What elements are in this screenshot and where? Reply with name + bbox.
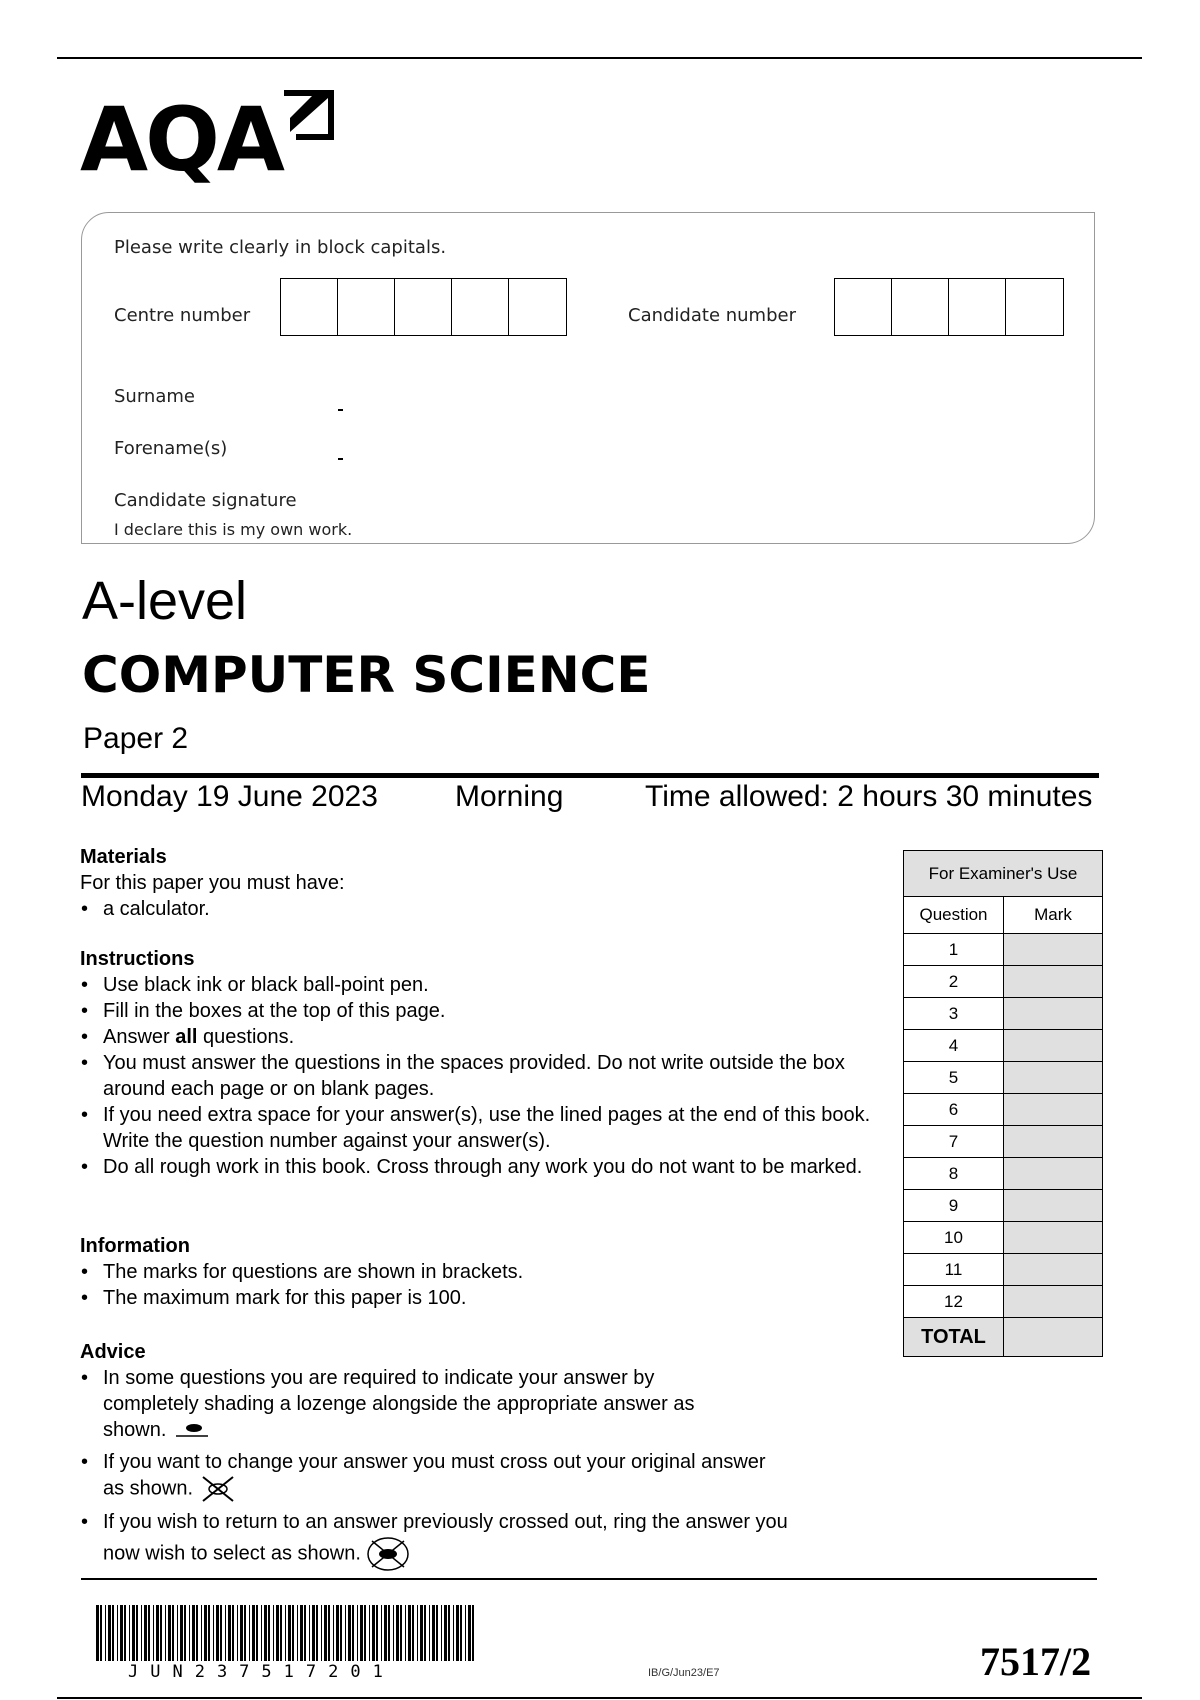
barcode-bar <box>321 1605 322 1661</box>
total-mark-cell <box>1004 1318 1103 1357</box>
table-row: 4 <box>904 1030 1103 1062</box>
thick-rule <box>81 773 1099 778</box>
barcode-bar <box>420 1605 423 1661</box>
barcode-bar <box>177 1605 178 1661</box>
advice-item: • If you wish to return to an answer previously crossed out, ring the answer you now wish to select as shown. <box>80 1509 803 1573</box>
mark-cell <box>1004 1126 1103 1158</box>
table-row: 3 <box>904 998 1103 1030</box>
information-item: • The marks for questions are shown in brackets. <box>80 1259 890 1285</box>
barcode-bar <box>204 1605 207 1661</box>
centre-number-box[interactable] <box>395 279 452 335</box>
barcode-bar <box>432 1605 435 1661</box>
barcode-bar <box>364 1605 366 1661</box>
qualification-title: A-level <box>82 571 248 631</box>
barcode-bar <box>129 1605 130 1661</box>
barcode-bar <box>100 1605 102 1661</box>
logo-text: AQA <box>80 88 283 191</box>
total-label: TOTAL <box>904 1318 1004 1357</box>
aqa-logo <box>80 88 350 191</box>
instructions-section <box>80 946 890 1180</box>
barcode-bar <box>336 1605 339 1661</box>
advice-heading: Advice <box>80 1341 146 1363</box>
barcode-bar <box>352 1605 354 1661</box>
barcode-bar <box>292 1605 294 1661</box>
barcode-bar <box>228 1605 231 1661</box>
barcode-bar <box>429 1605 430 1661</box>
barcode-bar <box>333 1605 334 1661</box>
barcode-bar <box>412 1605 414 1661</box>
surname-label: Surname <box>114 386 195 407</box>
barcode-bar <box>384 1605 387 1661</box>
barcode-bar <box>148 1605 150 1661</box>
barcode-bar <box>324 1605 327 1661</box>
mark-column-header: Mark <box>1004 897 1103 934</box>
subject-title: COMPUTER SCIENCE <box>82 646 651 704</box>
table-row: 12 <box>904 1286 1103 1318</box>
barcode-bar <box>460 1605 462 1661</box>
instruction-item: • Do all rough work in this book. Cross through any work you do not want to be marked. <box>80 1154 890 1180</box>
barcode-bar <box>96 1605 99 1661</box>
barcode-bar <box>360 1605 363 1661</box>
barcode-bar <box>189 1605 190 1661</box>
barcode-bar <box>276 1605 279 1661</box>
instruction-item: • Fill in the boxes at the top of this page. <box>80 998 890 1024</box>
centre-number-box[interactable] <box>452 279 509 335</box>
table-row: 9 <box>904 1190 1103 1222</box>
barcode-bar <box>108 1605 111 1661</box>
barcode-bar <box>165 1605 166 1661</box>
barcode-bar <box>268 1605 270 1661</box>
candidate-number-boxes[interactable] <box>834 278 1064 336</box>
footer-rule <box>81 1578 1097 1580</box>
block-capitals-prompt: Please write clearly in block capitals. <box>114 237 447 258</box>
barcode-bar <box>232 1605 234 1661</box>
materials-heading: Materials <box>80 846 167 868</box>
instruction-item: • You must answer the questions in the spaces provided. Do not write outside the box around each page or on blank pages. <box>80 1050 890 1102</box>
forenames-label: Forename(s) <box>114 438 228 459</box>
barcode-bar <box>297 1605 298 1661</box>
barcode-bar <box>472 1605 474 1661</box>
mark-cell <box>1004 1254 1103 1286</box>
barcode-bar <box>273 1605 274 1661</box>
ringed-lozenge-icon <box>366 1535 410 1573</box>
barcode-bar <box>376 1605 378 1661</box>
barcode-bar <box>216 1605 219 1661</box>
instructions-heading: Instructions <box>80 948 195 970</box>
centre-number-box[interactable] <box>281 279 338 335</box>
barcode-bar <box>237 1605 238 1661</box>
table-row: 7 <box>904 1126 1103 1158</box>
candidate-number-box[interactable] <box>1006 279 1063 335</box>
barcode-bar <box>388 1605 390 1661</box>
forenames-field[interactable] <box>338 458 343 460</box>
barcode-bar <box>444 1605 447 1661</box>
mark-cell <box>1004 1158 1103 1190</box>
barcode-bar <box>172 1605 174 1661</box>
mark-cell <box>1004 1062 1103 1094</box>
total-row <box>904 1318 1103 1357</box>
mark-cell <box>1004 1030 1103 1062</box>
centre-number-boxes[interactable] <box>280 278 567 336</box>
barcode-bar <box>300 1605 303 1661</box>
barcode-bar <box>184 1605 186 1661</box>
centre-number-box[interactable] <box>338 279 395 335</box>
advice-section <box>80 1339 720 1365</box>
barcode-bar <box>417 1605 418 1661</box>
examiner-table <box>903 850 1103 1357</box>
question-column-header: Question <box>904 897 1004 934</box>
crossed-lozenge-icon <box>199 1475 237 1503</box>
examiner-table-title: For Examiner's Use <box>904 851 1103 897</box>
barcode-bar <box>393 1605 394 1661</box>
barcode-bar <box>357 1605 358 1661</box>
table-row: 1 <box>904 934 1103 966</box>
candidate-number-box[interactable] <box>949 279 1006 335</box>
candidate-number-box[interactable] <box>835 279 892 335</box>
barcode-bar <box>408 1605 411 1661</box>
candidate-number-label: Candidate number <box>628 305 796 326</box>
centre-number-box[interactable] <box>509 279 566 335</box>
barcode-bar <box>136 1605 138 1661</box>
barcode-bar <box>309 1605 310 1661</box>
barcode-bar <box>424 1605 426 1661</box>
information-heading: Information <box>80 1235 190 1257</box>
table-row: 10 <box>904 1222 1103 1254</box>
barcode-bar <box>168 1605 171 1661</box>
barcode-bar <box>264 1605 267 1661</box>
surname-field[interactable] <box>338 409 343 411</box>
barcode-bar <box>381 1605 382 1661</box>
barcode-bar <box>345 1605 346 1661</box>
barcode-bar <box>240 1605 243 1661</box>
barcode-bar <box>304 1605 306 1661</box>
barcode-bar <box>453 1605 454 1661</box>
barcode-bar <box>288 1605 291 1661</box>
signature-label: Candidate signature <box>114 490 297 511</box>
candidate-details-panel <box>81 212 1095 544</box>
barcode-text: JUN237517201 <box>128 1662 395 1682</box>
information-section <box>80 1233 890 1311</box>
barcode-bar <box>369 1605 370 1661</box>
barcode-bar <box>249 1605 250 1661</box>
mark-cell <box>1004 1190 1103 1222</box>
materials-intro: For this paper you must have: <box>80 872 345 894</box>
barcode-bar <box>244 1605 246 1661</box>
barcode-bar <box>261 1605 262 1661</box>
shaded-lozenge-icon <box>172 1423 212 1439</box>
barcode-bar <box>256 1605 258 1661</box>
table-row: 6 <box>904 1094 1103 1126</box>
paper-title: Paper 2 <box>83 722 189 755</box>
barcode-bar <box>448 1605 450 1661</box>
logo-mark-icon <box>282 88 338 144</box>
barcode-bar <box>201 1605 202 1661</box>
barcode-bar <box>112 1605 114 1661</box>
barcode-bar <box>405 1605 406 1661</box>
barcode-bar <box>120 1605 123 1661</box>
instruction-item: • If you need extra space for your answer(s), use the lined pages at the end of this book. Write the question number against your answer(s). <box>80 1102 890 1154</box>
table-row: 11 <box>904 1254 1103 1286</box>
exam-session: Morning <box>455 780 564 813</box>
information-item: • The maximum mark for this paper is 100. <box>80 1285 890 1311</box>
mark-cell <box>1004 934 1103 966</box>
materials-item: • a calculator. <box>80 896 890 922</box>
instruction-item: • Use black ink or black ball-point pen. <box>80 972 890 998</box>
mark-cell <box>1004 1286 1103 1318</box>
barcode-bar <box>208 1605 210 1661</box>
barcode-bar <box>252 1605 255 1661</box>
table-row: 2 <box>904 966 1103 998</box>
barcode-bar <box>328 1605 330 1661</box>
instruction-item: • Answer all questions. <box>80 1024 890 1050</box>
reference-code: IB/G/Jun23/E7 <box>648 1667 720 1679</box>
barcode-bar <box>153 1605 154 1661</box>
advice-list <box>80 1365 788 1573</box>
barcode-bar <box>456 1605 459 1661</box>
bottom-rule <box>57 1697 1142 1699</box>
centre-number-label: Centre number <box>114 305 251 326</box>
mark-cell <box>1004 966 1103 998</box>
candidate-number-box[interactable] <box>892 279 949 335</box>
advice-item: • In some questions you are required to indicate your answer by completely shading a lozenge alongside the appropriate answer as shown. <box>80 1365 743 1443</box>
barcode-bar <box>285 1605 286 1661</box>
barcode-bar <box>468 1605 471 1661</box>
mark-cell <box>1004 1094 1103 1126</box>
time-allowed: Time allowed: 2 hours 30 minutes <box>645 780 1093 813</box>
barcode-bar <box>372 1605 375 1661</box>
barcode-bar <box>141 1605 142 1661</box>
barcode-bar <box>316 1605 318 1661</box>
barcode <box>96 1605 480 1661</box>
paper-code: 7517/2 <box>980 1639 1092 1684</box>
barcode-bar <box>180 1605 183 1661</box>
exam-date: Monday 19 June 2023 <box>81 780 378 813</box>
advice-item: • If you want to change your answer you must cross out your original answer as shown. <box>80 1449 780 1503</box>
table-row: 8 <box>904 1158 1103 1190</box>
declaration-text: I declare this is my own work. <box>114 520 353 539</box>
mark-cell <box>1004 998 1103 1030</box>
barcode-bar <box>220 1605 222 1661</box>
mark-cell <box>1004 1222 1103 1254</box>
barcode-bar <box>436 1605 438 1661</box>
barcode-bar <box>280 1605 282 1661</box>
barcode-bar <box>132 1605 135 1661</box>
barcode-bar <box>144 1605 147 1661</box>
barcode-bar <box>312 1605 315 1661</box>
barcode-bar <box>124 1605 126 1661</box>
barcode-bar <box>192 1605 195 1661</box>
barcode-bar <box>348 1605 351 1661</box>
table-row: 5 <box>904 1062 1103 1094</box>
barcode-bar <box>225 1605 226 1661</box>
barcode-bar <box>441 1605 442 1661</box>
barcode-bar <box>213 1605 214 1661</box>
barcode-bar <box>465 1605 466 1661</box>
top-rule <box>57 57 1142 59</box>
barcode-bar <box>117 1605 118 1661</box>
barcode-bar <box>340 1605 342 1661</box>
barcode-bar <box>105 1605 106 1661</box>
materials-section <box>80 844 890 922</box>
barcode-bar <box>160 1605 162 1661</box>
barcode-bar <box>156 1605 159 1661</box>
barcode-bar <box>196 1605 198 1661</box>
barcode-bar <box>396 1605 399 1661</box>
barcode-bar <box>400 1605 402 1661</box>
